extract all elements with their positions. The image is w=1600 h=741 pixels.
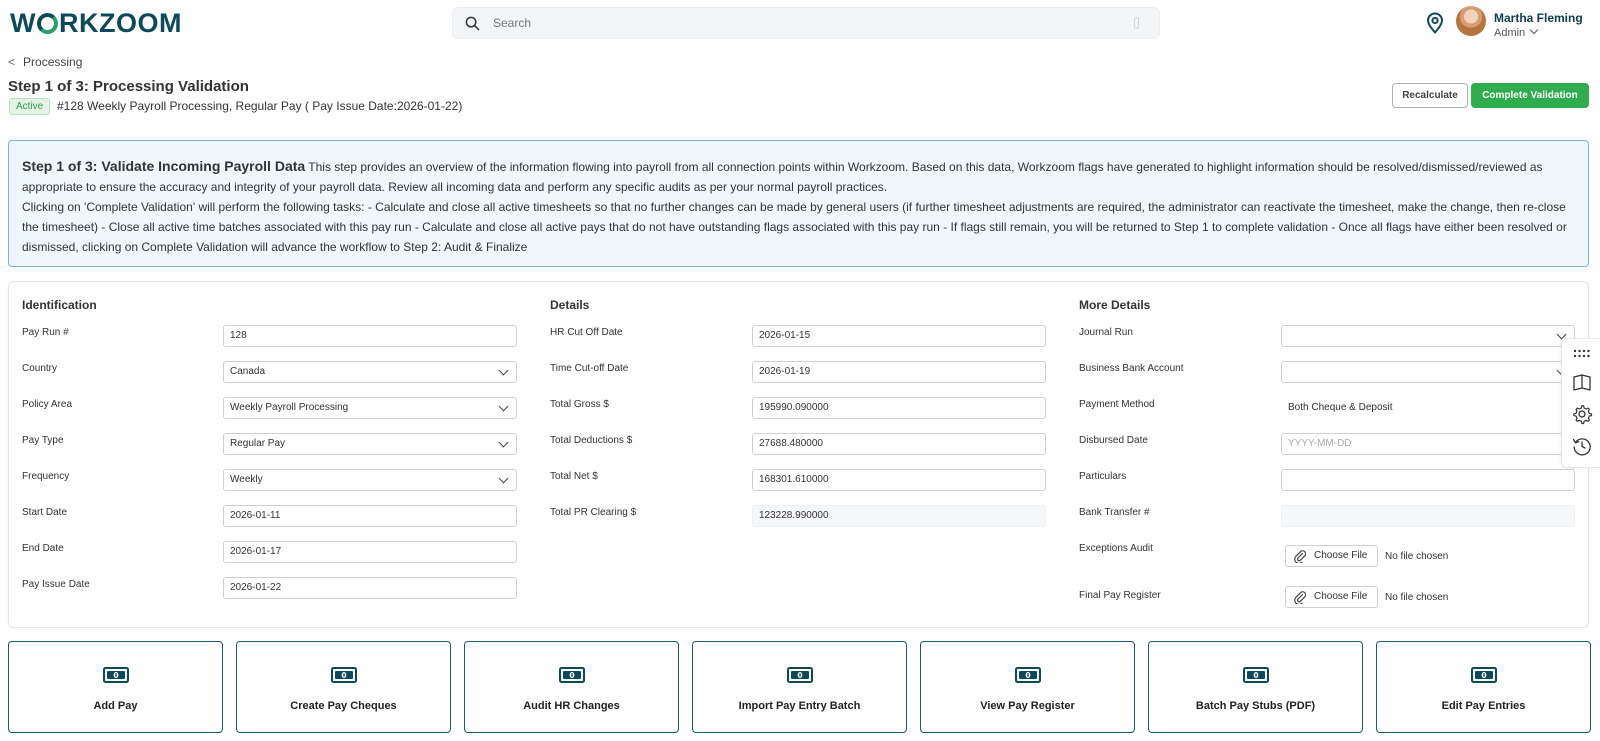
- chevron-down-icon: [499, 438, 509, 448]
- field-label: Journal Run: [1079, 327, 1133, 338]
- action-card-label: Add Pay: [93, 700, 138, 712]
- field-label: Payment Method: [1079, 399, 1155, 410]
- field-label: End Date: [22, 543, 64, 554]
- paperclip-icon: [1294, 549, 1306, 563]
- status-badge: Active: [9, 98, 50, 115]
- action-card-audit-hr-changes[interactable]: [464, 641, 679, 733]
- search-bar[interactable]: [452, 7, 1160, 39]
- complete-validation-button[interactable]: Complete Validation: [1471, 83, 1589, 108]
- end-date-input[interactable]: [223, 541, 517, 563]
- field-label: Bank Transfer #: [1079, 507, 1150, 518]
- action-card-label: Edit Pay Entries: [1441, 700, 1526, 712]
- banknote-icon: [1015, 667, 1041, 683]
- microphone-icon[interactable]: [1134, 17, 1139, 29]
- final-pay-register-file-button[interactable]: [1285, 586, 1378, 608]
- field-label: Pay Run #: [22, 327, 69, 338]
- field-label: Particulars: [1079, 471, 1127, 482]
- recalculate-button[interactable]: Recalculate: [1392, 83, 1468, 108]
- section-title-identification: Identification: [22, 298, 97, 312]
- field-value: 2026-01-19: [759, 366, 811, 377]
- info-panel: [8, 140, 1589, 267]
- banknote-icon: [559, 667, 585, 683]
- banknote-icon: [103, 667, 129, 683]
- action-card-label: Batch Pay Stubs (PDF): [1195, 700, 1316, 712]
- action-card-edit-pay-entries[interactable]: [1376, 641, 1591, 733]
- section-title-more-details: More Details: [1079, 298, 1151, 312]
- field-label: Pay Issue Date: [22, 579, 90, 590]
- chevron-down-icon: [1530, 26, 1538, 34]
- banknote-icon: [1243, 667, 1269, 683]
- payment-method-value: [1281, 397, 1575, 419]
- file-status: No file chosen: [1385, 592, 1449, 603]
- logo-ring-icon: [37, 13, 58, 34]
- hr-cut-off-date-input[interactable]: [752, 325, 1046, 347]
- action-card-add-pay[interactable]: [8, 641, 223, 733]
- field-label: Country: [22, 363, 58, 374]
- book-icon[interactable]: [1571, 372, 1593, 394]
- user-role-dropdown[interactable]: [1494, 27, 1537, 39]
- field-value: Weekly Payroll Processing: [230, 402, 349, 413]
- avatar[interactable]: [1456, 6, 1486, 36]
- action-card-view-pay-register[interactable]: [920, 641, 1135, 733]
- total-deductions-input[interactable]: [752, 433, 1046, 455]
- info-paragraph-1: [22, 156, 1576, 197]
- field-label: Disbursed Date: [1079, 435, 1148, 446]
- field-label: Business Bank Account: [1079, 363, 1184, 374]
- info-text-1: This step provides an overview of the information flowing into payroll from all connection points within Workzoom. Based on this data, Workzoom flags have generated to highlight information should be resolved/dismissed/reviewed as appropriate to ensure the accuracy and integrity of your payroll data. Review all incoming data and perform any specific audits as per your normal payroll practices.: [22, 160, 1543, 194]
- field-label: Start Date: [22, 507, 68, 518]
- field-value: 2026-01-22: [230, 582, 282, 593]
- page-subtitle: #128 Weekly Payroll Processing, Regular Pay ( Pay Issue Date:2026-01-22): [57, 99, 463, 113]
- paperclip-icon: [1294, 590, 1306, 604]
- workzoom-logo[interactable]: W RKZOOM: [10, 8, 182, 38]
- search-input[interactable]: [485, 8, 1125, 38]
- info-text-2: Clicking on 'Complete Validation' will perform the following tasks: - Calculate and close all active timesheets so that no further changes can be made by general users (if further timesheet adjustments are required, the administrator can reactivate the timesheet, make the change, then re-close the timesheet) - Close all active time batches associated with this pay run - Calculate and close all active pays that do not have outstanding flags associated with this pay run - If flags still remain, you will be returned to Step 1 to complete validation - Once all flags have either been resolved or dismissed, clicking on Complete Validation will advance the workflow to Step 2: Audit & Finalize: [22, 200, 1567, 254]
- chevron-down-icon: [499, 366, 509, 376]
- exceptions-audit-file-button[interactable]: [1285, 545, 1378, 567]
- top-bar: [0, 0, 1600, 46]
- start-date-input[interactable]: [223, 505, 517, 527]
- field-value: 2026-01-15: [759, 330, 811, 341]
- total-gross-input[interactable]: [752, 397, 1046, 419]
- particulars-input[interactable]: [1281, 469, 1575, 491]
- info-heading: Step 1 of 3: Validate Incoming Payroll Data: [22, 158, 306, 174]
- chevron-down-icon: [499, 474, 509, 484]
- banknote-icon: [1471, 667, 1497, 683]
- bank-transfer-input: [1281, 505, 1575, 527]
- user-role: Admin: [1494, 27, 1526, 39]
- field-value: Both Cheque & Deposit: [1288, 402, 1393, 413]
- user-name[interactable]: Martha Fleming: [1494, 11, 1583, 25]
- action-card-create-pay-cheques[interactable]: [236, 641, 451, 733]
- field-label: Pay Type: [22, 435, 64, 446]
- field-label: Total Deductions $: [550, 435, 633, 446]
- field-label: Time Cut-off Date: [550, 363, 629, 374]
- frequency-select[interactable]: [223, 469, 517, 491]
- action-card-label: Create Pay Cheques: [290, 700, 397, 712]
- field-value: Weekly: [230, 474, 263, 485]
- action-card-import-pay-entry-batch[interactable]: [692, 641, 907, 733]
- action-card-label: View Pay Register: [980, 700, 1075, 712]
- search-icon: [465, 16, 480, 31]
- field-label: Policy Area: [22, 399, 73, 410]
- total-pr-clearing-input: [752, 505, 1046, 527]
- field-label: Exceptions Audit: [1079, 543, 1153, 554]
- field-label: Frequency: [22, 471, 70, 482]
- field-placeholder: YYYY-MM-DD: [1288, 438, 1352, 449]
- country-select[interactable]: [223, 361, 517, 383]
- action-card-label: Import Pay Entry Batch: [738, 700, 861, 712]
- time-cut-off-date-input[interactable]: [752, 361, 1046, 383]
- field-value: 128: [230, 330, 247, 341]
- action-card-label: Audit HR Changes: [523, 700, 620, 712]
- grid-dots-icon[interactable]: [1571, 343, 1593, 365]
- field-label: HR Cut Off Date: [550, 327, 623, 338]
- page-title: Step 1 of 3: Processing Validation: [8, 78, 249, 95]
- chevron-down-icon: [499, 402, 509, 412]
- total-net-input[interactable]: [752, 469, 1046, 491]
- field-value: Canada: [230, 366, 266, 377]
- field-label: Total PR Clearing $: [550, 507, 637, 518]
- field-value: 123228.990000: [759, 510, 829, 521]
- disbursed-date-input[interactable]: [1281, 433, 1575, 455]
- banknote-icon: [331, 667, 357, 683]
- field-value: Regular Pay: [230, 438, 286, 449]
- policy-area-select[interactable]: [223, 397, 517, 419]
- map-pin-icon[interactable]: [1425, 12, 1445, 34]
- field-value: 2026-01-17: [230, 546, 282, 557]
- field-value: 168301.610000: [759, 474, 829, 485]
- field-value: 2026-01-11: [230, 510, 281, 521]
- side-toolbar: [1561, 338, 1600, 468]
- pay-type-select[interactable]: [223, 433, 517, 455]
- pay-issue-date-input[interactable]: [223, 577, 517, 599]
- choose-file-label: Choose File: [1314, 591, 1368, 602]
- field-label: Total Gross $: [550, 399, 609, 410]
- field-label: Final Pay Register: [1079, 590, 1161, 601]
- action-card-batch-pay-stubs[interactable]: [1148, 641, 1363, 733]
- breadcrumb-label: Processing: [23, 55, 83, 69]
- journal-run-select[interactable]: [1281, 325, 1575, 347]
- field-value: 27688.480000: [759, 438, 823, 449]
- history-icon[interactable]: [1571, 435, 1593, 457]
- section-title-details: Details: [550, 298, 590, 312]
- field-value: 195990.090000: [759, 402, 829, 413]
- field-label: Total Net $: [550, 471, 598, 482]
- back-chevron-icon: <: [8, 55, 16, 69]
- file-status: No file chosen: [1385, 551, 1449, 562]
- business-bank-account-select[interactable]: [1281, 361, 1575, 383]
- banknote-icon: [787, 667, 813, 683]
- breadcrumb[interactable]: [8, 55, 82, 69]
- gear-icon[interactable]: [1571, 403, 1593, 425]
- pay-run-input[interactable]: [223, 325, 517, 347]
- choose-file-label: Choose File: [1314, 550, 1368, 561]
